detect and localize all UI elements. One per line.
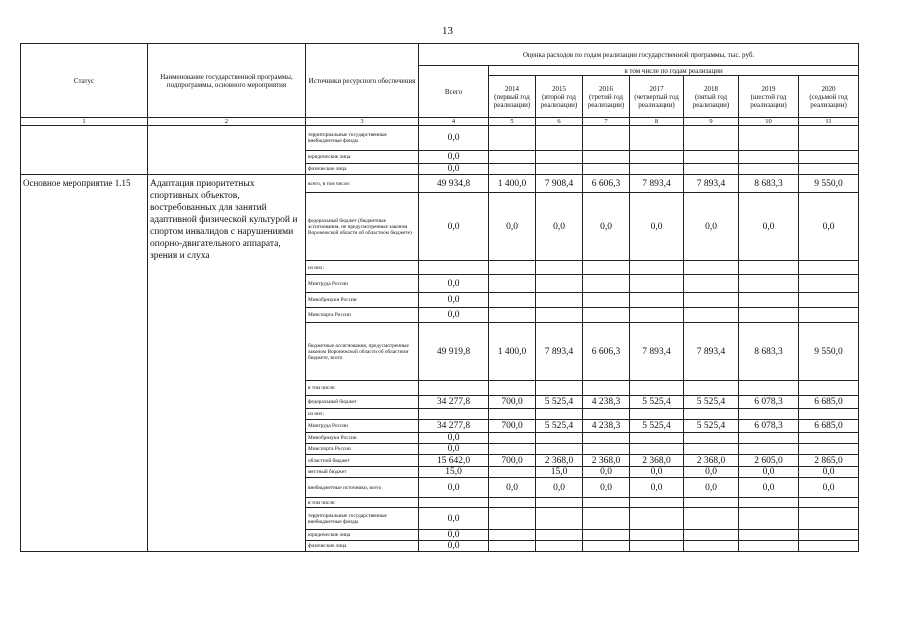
table-row [21,126,859,151]
value-cell [630,508,684,530]
status-cell-continued [21,126,148,175]
value-cell: 0,0 [630,478,684,498]
source-cell: Минтруда России [306,275,419,293]
value-cell [630,308,684,323]
value-cell: 4 238,3 [583,420,630,433]
column-number: 9 [684,118,739,126]
value-cell [739,444,799,455]
source-cell: местный бюджет [306,467,419,478]
value-cell [536,164,583,175]
value-cell: 0,0 [739,478,799,498]
value-cell: 0,0 [419,444,489,455]
value-cell: 2 368,0 [583,455,630,467]
value-cell: 0,0 [630,193,684,261]
name-header: Наименование государственной программы, подпрограммы, основного мероприятия [148,44,306,118]
value-cell [684,308,739,323]
value-cell [630,275,684,293]
value-cell [684,164,739,175]
value-cell: 0,0 [536,478,583,498]
value-cell: 0,0 [419,478,489,498]
value-cell: 5 525,4 [630,396,684,409]
value-cell [739,293,799,308]
year-header-year: 2016 [599,84,613,93]
value-cell: 0,0 [419,126,489,151]
value-cell [489,261,536,275]
value-cell [583,530,630,541]
source-cell: в том числе: [306,498,419,508]
value-cell: 0,0 [419,508,489,530]
source-cell: Минтруда России [306,420,419,433]
value-cell: 0,0 [684,193,739,261]
value-cell [630,293,684,308]
year-header-2016 [583,76,630,118]
value-cell [739,308,799,323]
value-cell [799,164,859,175]
value-cell: 0,0 [583,467,630,478]
value-cell [536,508,583,530]
value-cell: 49 919,8 [419,323,489,381]
value-cell [489,433,536,444]
source-cell: Минобрнауки России [306,293,419,308]
value-cell [684,433,739,444]
source-cell: Минспорта России [306,308,419,323]
year-header-label: (второй год реализации) [540,92,578,109]
value-cell [799,541,859,552]
value-cell: 1 400,0 [489,323,536,381]
year-header-2014 [489,76,536,118]
value-cell [419,381,489,396]
value-cell [799,293,859,308]
event-name: Адаптация приоритетных спортивных объектов, востребованных для занятий адаптивной физической культурой и спортом инвалидов с нарушениями опорно-двигательного аппарата, зрения и слуха [148,175,306,552]
source-cell: из них: [306,409,419,420]
value-cell: 0,0 [799,467,859,478]
value-cell [739,275,799,293]
page-number: 13 [442,25,453,37]
value-cell: 0,0 [739,467,799,478]
value-cell [536,293,583,308]
value-cell [630,433,684,444]
value-cell: 5 525,4 [630,420,684,433]
value-cell [489,508,536,530]
column-number: 3 [306,118,419,126]
value-cell [739,433,799,444]
value-cell [799,261,859,275]
value-cell [630,151,684,164]
value-cell: 700,0 [489,455,536,467]
table-row [21,175,859,193]
year-header-label: (седьмой год реализации) [809,92,848,109]
value-cell [684,498,739,508]
value-cell [739,151,799,164]
year-header-label: (третий год реализации) [587,92,625,109]
name-cell-continued [148,126,306,175]
year-header-2019 [739,76,799,118]
value-cell [583,293,630,308]
source-cell: юридические лица [306,530,419,541]
value-cell: 0,0 [419,193,489,261]
value-cell [684,541,739,552]
value-cell: 0,0 [583,193,630,261]
value-cell [799,508,859,530]
value-cell [536,433,583,444]
value-cell [684,530,739,541]
year-header-year: 2018 [704,84,718,93]
value-cell [419,409,489,420]
value-cell: 6 685,0 [799,420,859,433]
source-cell: физические лица [306,541,419,552]
value-cell [536,409,583,420]
value-cell [799,498,859,508]
value-cell [583,164,630,175]
value-cell [583,126,630,151]
value-cell [583,261,630,275]
value-cell [536,261,583,275]
sources-header: Источники ресурсного обеспечения [306,44,419,118]
value-cell [489,151,536,164]
value-cell: 8 683,3 [739,323,799,381]
status-header: Статус [21,44,148,118]
column-numbers-row [21,118,859,126]
value-cell [489,308,536,323]
value-cell: 2 605,0 [739,455,799,467]
column-number: 4 [419,118,489,126]
value-cell: 0,0 [419,530,489,541]
value-cell [630,530,684,541]
value-cell [630,498,684,508]
estimate-header: Оценка расходов по годам реализации государственной программы, тыс. руб. [419,44,859,66]
value-cell: 15,0 [536,467,583,478]
value-cell [630,409,684,420]
source-cell: территориальные государственные внебюджетные фонды [306,508,419,530]
value-cell: 6 078,3 [739,396,799,409]
value-cell [684,261,739,275]
value-cell [583,541,630,552]
value-cell [799,444,859,455]
value-cell: 2 368,0 [536,455,583,467]
value-cell [489,126,536,151]
value-cell [536,151,583,164]
value-cell [489,293,536,308]
value-cell [739,530,799,541]
year-header-label: (пятый год реализации) [692,92,730,109]
value-cell: 2 368,0 [630,455,684,467]
value-cell [583,508,630,530]
value-cell [739,381,799,396]
value-cell [536,275,583,293]
value-cell: 0,0 [536,193,583,261]
source-cell: внебюджетные источники, всего [306,478,419,498]
value-cell [536,530,583,541]
value-cell [799,151,859,164]
year-header-2018 [684,76,739,118]
value-cell: 8 683,3 [739,175,799,193]
value-cell [739,498,799,508]
value-cell [799,275,859,293]
value-cell [630,444,684,455]
value-cell [630,126,684,151]
year-header-year: 2019 [761,84,776,93]
value-cell [583,498,630,508]
source-cell: федеральный бюджет (бюджетные ассигнования, не предусмотренные законом Воронежской области об областном бюджете) [306,193,419,261]
value-cell [684,275,739,293]
value-cell [536,126,583,151]
value-cell [489,164,536,175]
year-header-label: (шестой год реализации) [750,92,787,109]
value-cell: 5 525,4 [684,396,739,409]
value-cell: 34 277,8 [419,420,489,433]
value-cell [630,541,684,552]
value-cell [684,508,739,530]
total-header: Всего [419,66,489,118]
value-cell [489,444,536,455]
value-cell [419,498,489,508]
value-cell: 700,0 [489,396,536,409]
column-number: 8 [630,118,684,126]
value-cell [583,433,630,444]
source-cell: областной бюджет [306,455,419,467]
value-cell: 7 893,4 [536,323,583,381]
year-header-year: 2014 [505,84,519,93]
value-cell [739,409,799,420]
value-cell [684,444,739,455]
value-cell [489,275,536,293]
value-cell: 0,0 [489,478,536,498]
value-cell: 15 642,0 [419,455,489,467]
value-cell: 0,0 [583,478,630,498]
source-cell: территориальные государственные внебюджетные фонды [306,126,419,151]
value-cell: 9 550,0 [799,323,859,381]
value-cell: 7 893,4 [630,175,684,193]
value-cell: 6 685,0 [799,396,859,409]
column-number: 6 [536,118,583,126]
year-header-year: 2020 [821,84,836,93]
value-cell: 0,0 [419,151,489,164]
value-cell [630,381,684,396]
value-cell: 0,0 [489,193,536,261]
header-row-1 [21,44,859,66]
value-cell [583,275,630,293]
value-cell: 1 400,0 [489,175,536,193]
value-cell: 2 865,0 [799,455,859,467]
value-cell [536,541,583,552]
value-cell [799,126,859,151]
column-number: 11 [799,118,859,126]
value-cell [630,164,684,175]
year-header-label: (первый год реализации) [493,92,531,109]
value-cell: 0,0 [799,193,859,261]
value-cell [739,261,799,275]
value-cell: 7 893,4 [630,323,684,381]
value-cell: 49 934,8 [419,175,489,193]
source-cell: Минобрнауки России [306,433,419,444]
value-cell: 5 525,4 [684,420,739,433]
resource-table [20,43,859,552]
value-cell: 34 277,8 [419,396,489,409]
value-cell [489,530,536,541]
value-cell [799,308,859,323]
value-cell [536,308,583,323]
value-cell: 0,0 [419,308,489,323]
event-status: Основное мероприятие 1.15 [21,175,148,552]
value-cell [630,261,684,275]
value-cell [684,409,739,420]
value-cell [536,444,583,455]
value-cell [536,381,583,396]
value-cell [583,151,630,164]
source-cell: бюджетные ассигнования, предусмотренные законом Воронежской области об областном бюджете, всего [306,323,419,381]
value-cell [536,498,583,508]
value-cell: 0,0 [419,433,489,444]
value-cell: 0,0 [630,467,684,478]
value-cell [489,381,536,396]
value-cell [739,164,799,175]
value-cell: 0,0 [684,467,739,478]
year-header-2017 [630,76,684,118]
column-number: 2 [148,118,306,126]
value-cell [684,126,739,151]
value-cell: 5 525,4 [536,420,583,433]
column-number: 7 [583,118,630,126]
source-cell: всего, в том числе: [306,175,419,193]
value-cell: 0,0 [684,478,739,498]
value-cell [489,467,536,478]
value-cell [799,381,859,396]
value-cell: 0,0 [419,164,489,175]
value-cell [489,498,536,508]
source-cell: из них: [306,261,419,275]
year-header-label: (четвертый год реализации) [634,92,679,109]
year-header-year: 2015 [552,84,566,93]
value-cell: 700,0 [489,420,536,433]
value-cell: 15,0 [419,467,489,478]
value-cell: 6 078,3 [739,420,799,433]
year-header-year: 2017 [649,84,664,93]
value-cell: 9 550,0 [799,175,859,193]
value-cell [583,444,630,455]
value-cell [583,308,630,323]
value-cell [684,151,739,164]
value-cell: 0,0 [419,541,489,552]
value-cell: 7 893,4 [684,175,739,193]
value-cell: 6 606,3 [583,175,630,193]
source-cell: в том числе: [306,381,419,396]
value-cell [684,293,739,308]
column-number: 1 [21,118,148,126]
column-number: 10 [739,118,799,126]
value-cell [739,126,799,151]
value-cell [419,261,489,275]
year-header-2015 [536,76,583,118]
source-cell: Минспорта России [306,444,419,455]
column-number: 5 [489,118,536,126]
value-cell [583,409,630,420]
value-cell [684,381,739,396]
year-header-2020 [799,76,859,118]
value-cell: 5 525,4 [536,396,583,409]
value-cell [583,381,630,396]
value-cell [739,541,799,552]
value-cell: 0,0 [419,293,489,308]
value-cell [489,541,536,552]
value-cell: 0,0 [419,275,489,293]
source-cell: федеральный бюджет [306,396,419,409]
source-cell: физические лица [306,164,419,175]
by-years-header: в том числе по годам реализации [489,66,859,76]
value-cell: 4 238,3 [583,396,630,409]
value-cell [799,433,859,444]
source-cell: юридические лица [306,151,419,164]
value-cell [799,530,859,541]
value-cell [739,508,799,530]
value-cell: 0,0 [739,193,799,261]
value-cell [489,409,536,420]
value-cell: 0,0 [799,478,859,498]
value-cell: 2 368,0 [684,455,739,467]
value-cell [799,409,859,420]
value-cell: 7 893,4 [684,323,739,381]
value-cell: 6 606,3 [583,323,630,381]
value-cell: 7 908,4 [536,175,583,193]
